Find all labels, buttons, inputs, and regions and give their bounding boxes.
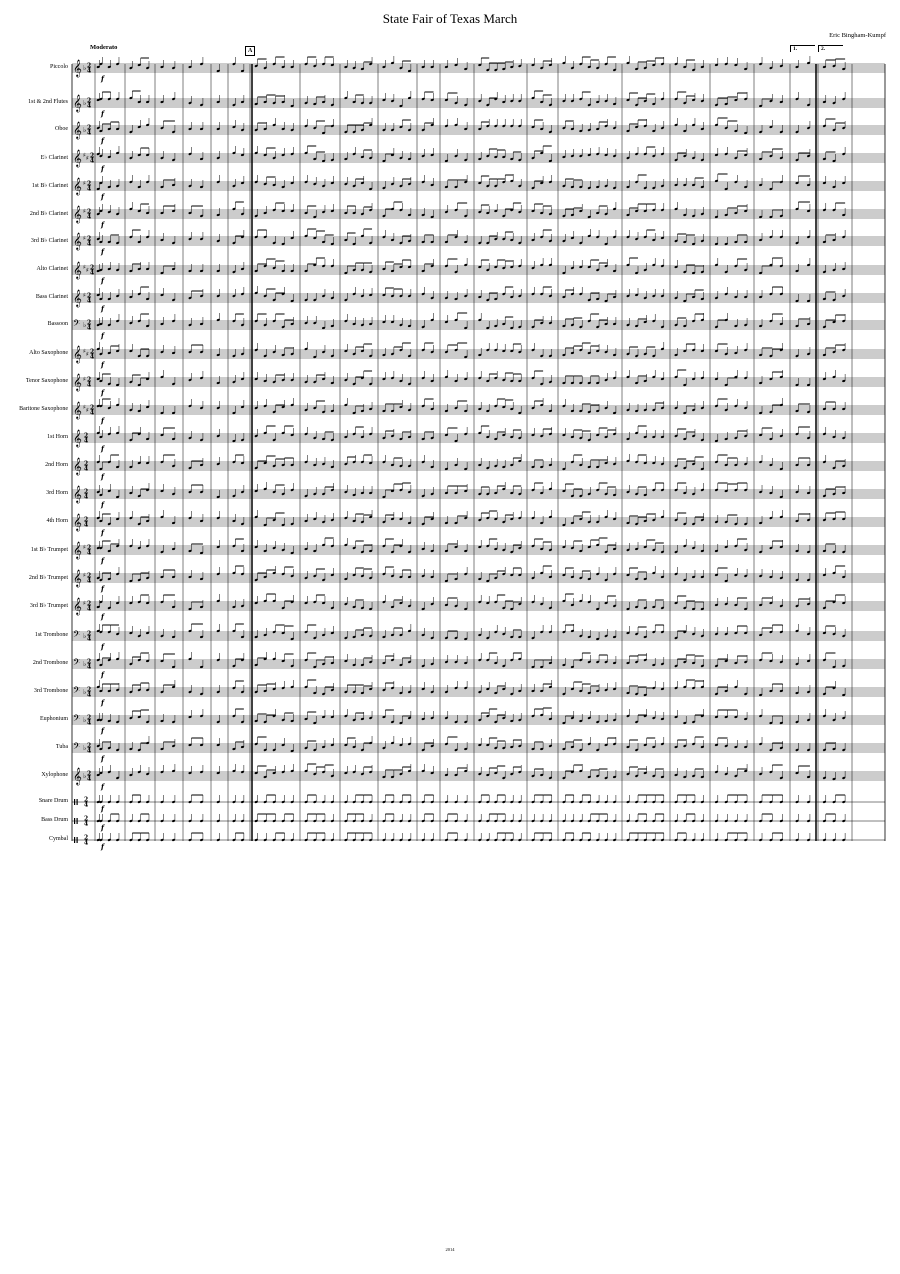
staff	[72, 624, 885, 651]
time-signature-bottom: 4	[87, 381, 92, 389]
second-ending-bracket: 2.	[818, 45, 843, 52]
treble-clef: 𝄞	[73, 541, 82, 559]
key-signature-sharp: ♯	[83, 544, 86, 551]
percussion-clef	[74, 818, 75, 824]
staff	[72, 510, 885, 537]
bass-clef: 𝄢	[73, 318, 81, 331]
staff	[72, 174, 885, 201]
treble-clef: 𝄞	[73, 149, 82, 167]
staff	[72, 594, 885, 621]
bass-clef: 𝄢	[73, 629, 81, 642]
key-signature-sharp: ♯	[83, 572, 86, 579]
staff	[72, 652, 885, 679]
time-signature-top: 2	[90, 404, 95, 412]
treble-clef: 𝄞	[73, 289, 82, 307]
percussion-clef	[77, 799, 78, 805]
key-signature-sharp: ♯	[83, 264, 86, 271]
key-signature-flat: ♭	[83, 632, 87, 640]
time-signature-top: 2	[87, 208, 92, 216]
time-signature-top: 2	[87, 235, 92, 243]
key-signature-sharp: ♯	[83, 235, 86, 242]
staff	[72, 56, 885, 83]
key-signature-flat: ♭	[83, 660, 87, 668]
key-signature-sharp: ♯	[86, 155, 89, 162]
time-signature-top: 2	[90, 152, 95, 160]
key-signature-flat: ♭	[83, 64, 87, 72]
time-signature-bottom: 4	[87, 747, 92, 755]
time-signature-bottom: 4	[87, 67, 92, 75]
key-signature-sharp: ♯	[83, 180, 86, 187]
staff	[72, 202, 885, 229]
time-signature-bottom: 4	[87, 297, 92, 305]
time-signature-bottom: 4	[84, 801, 89, 809]
staff	[72, 736, 885, 763]
time-signature-top: 2	[84, 488, 89, 496]
staff	[72, 313, 885, 340]
time-signature-bottom: 4	[84, 493, 89, 501]
staff	[72, 398, 885, 425]
staff	[72, 482, 885, 509]
time-signature-top: 2	[87, 376, 92, 384]
time-signature-bottom: 4	[87, 185, 92, 193]
time-signature-top: 2	[87, 292, 92, 300]
dynamic-forte: f	[101, 782, 105, 791]
treble-clef: 𝄞	[73, 205, 82, 223]
time-signature-top: 2	[84, 815, 89, 823]
time-signature-top: 2	[84, 796, 89, 804]
staff	[72, 258, 885, 285]
time-signature-bottom: 4	[87, 324, 92, 332]
staff	[72, 795, 885, 813]
key-signature-sharp: ♯	[83, 152, 86, 159]
staff	[72, 454, 885, 481]
treble-clef: 𝄞	[73, 121, 82, 139]
time-signature-bottom: 4	[87, 129, 92, 137]
treble-clef: 𝄞	[73, 569, 82, 587]
dynamic-forte: f	[101, 698, 105, 707]
staff	[72, 708, 885, 735]
treble-clef: 𝄞	[73, 457, 82, 475]
treble-clef: 𝄞	[73, 373, 82, 391]
dynamic-forte: f	[101, 612, 105, 621]
time-signature-bottom: 4	[90, 157, 95, 165]
time-signature-top: 2	[87, 544, 92, 552]
staff	[72, 426, 885, 453]
dynamic-forte: f	[101, 109, 105, 118]
key-signature-sharp: ♯	[86, 351, 89, 358]
time-signature-top: 2	[87, 630, 92, 638]
staff	[72, 370, 885, 397]
dynamic-forte: f	[101, 444, 105, 453]
time-signature-bottom: 4	[90, 409, 95, 417]
dynamic-forte: f	[101, 360, 105, 369]
dynamic-forte: f	[101, 670, 105, 679]
key-signature-sharp: ♯	[86, 267, 89, 274]
time-signature-bottom: 4	[87, 691, 92, 699]
time-signature-bottom: 4	[87, 605, 92, 613]
time-signature-top: 2	[84, 516, 89, 524]
treble-clef: 𝄞	[73, 261, 82, 279]
key-signature-flat: ♭	[83, 321, 87, 329]
tempo-marking: Moderato	[90, 44, 118, 51]
time-signature-top: 2	[87, 124, 92, 132]
time-signature-top: 2	[87, 714, 92, 722]
key-signature-flat: ♭	[83, 99, 87, 107]
staff	[72, 538, 885, 565]
time-signature-bottom: 4	[84, 820, 89, 828]
time-signature-bottom: 4	[84, 465, 89, 473]
staff	[72, 229, 885, 256]
time-signature-bottom: 4	[87, 213, 92, 221]
bass-clef: 𝄢	[73, 741, 81, 754]
dynamic-forte: f	[101, 804, 105, 813]
treble-clef: 𝄞	[73, 513, 82, 531]
time-signature-top: 2	[87, 319, 92, 327]
time-signature-bottom: 4	[87, 102, 92, 110]
dynamic-forte: f	[101, 416, 105, 425]
treble-clef: 𝄞	[73, 767, 82, 785]
dynamic-forte: f	[101, 556, 105, 565]
dynamic-forte: f	[101, 726, 105, 735]
dynamic-forte: f	[101, 331, 105, 340]
dynamic-forte: f	[101, 823, 105, 832]
staff	[72, 566, 885, 593]
time-signature-top: 2	[87, 742, 92, 750]
key-signature-flat: ♭	[83, 716, 87, 724]
key-signature-flat: ♭	[83, 772, 87, 780]
staff	[72, 680, 885, 707]
key-signature-sharp: ♯	[83, 376, 86, 383]
key-signature-sharp: ♯	[86, 407, 89, 414]
dynamic-forte: f	[101, 304, 105, 313]
treble-clef: 𝄞	[73, 232, 82, 250]
staff	[72, 91, 885, 118]
time-signature-top: 2	[90, 348, 95, 356]
time-signature-bottom: 4	[84, 521, 89, 529]
dynamic-forte: f	[101, 500, 105, 509]
treble-clef: 𝄞	[73, 429, 82, 447]
time-signature-bottom: 4	[90, 269, 95, 277]
time-signature-bottom: 4	[87, 719, 92, 727]
treble-clef: 𝄞	[73, 597, 82, 615]
time-signature-bottom: 4	[90, 353, 95, 361]
dynamic-forte: f	[101, 74, 105, 83]
staff	[72, 286, 885, 313]
key-signature-sharp: ♯	[83, 404, 86, 411]
staff	[72, 814, 885, 832]
time-signature-bottom: 4	[87, 775, 92, 783]
time-signature-bottom: 4	[87, 549, 92, 557]
key-signature-flat: ♭	[83, 126, 87, 134]
treble-clef: 𝄞	[73, 401, 82, 419]
time-signature-bottom: 4	[87, 663, 92, 671]
time-signature-top: 2	[87, 600, 92, 608]
dynamic-forte: f	[101, 220, 105, 229]
key-signature-sharp: ♯	[83, 208, 86, 215]
time-signature-bottom: 4	[87, 577, 92, 585]
dynamic-forte: f	[101, 642, 105, 651]
bass-clef: 𝄢	[73, 657, 81, 670]
treble-clef: 𝄞	[73, 485, 82, 503]
time-signature-top: 2	[87, 658, 92, 666]
composer-credit: Eric Bingham-Kumpf	[829, 32, 886, 39]
dynamic-forte: f	[101, 136, 105, 145]
time-signature-bottom: 4	[84, 437, 89, 445]
rehearsal-mark: A	[245, 46, 255, 56]
key-signature-flat: ♭	[83, 688, 87, 696]
score-title: State Fair of Texas March	[382, 11, 518, 26]
time-signature-top: 2	[87, 97, 92, 105]
time-signature-top: 2	[90, 264, 95, 272]
staff	[72, 764, 885, 791]
treble-clef: 𝄞	[73, 59, 82, 77]
percussion-clef	[77, 818, 78, 824]
dynamic-forte: f	[101, 276, 105, 285]
dynamic-forte: f	[101, 388, 105, 397]
time-signature-top: 2	[87, 62, 92, 70]
time-signature-top: 2	[87, 686, 92, 694]
time-signature-top: 2	[87, 572, 92, 580]
dynamic-forte: f	[101, 192, 105, 201]
key-signature-sharp: ♯	[83, 348, 86, 355]
treble-clef: 𝄞	[73, 345, 82, 363]
time-signature-top: 2	[87, 770, 92, 778]
key-signature-flat: ♭	[83, 744, 87, 752]
percussion-clef	[74, 799, 75, 805]
time-signature-top: 2	[87, 180, 92, 188]
staff	[72, 342, 885, 369]
time-signature-top: 2	[84, 432, 89, 440]
time-signature-top: 2	[84, 460, 89, 468]
dynamic-forte: f	[101, 472, 105, 481]
dynamic-forte: f	[101, 164, 105, 173]
key-signature-sharp: ♯	[83, 600, 86, 607]
bass-clef: 𝄢	[73, 685, 81, 698]
dynamic-forte: f	[101, 528, 105, 537]
key-signature-sharp: ♯	[83, 292, 86, 299]
time-signature-bottom: 4	[87, 240, 92, 248]
first-ending-bracket: 1.	[790, 45, 815, 52]
treble-clef: 𝄞	[73, 94, 82, 112]
staff	[72, 118, 885, 145]
bass-clef: 𝄢	[73, 713, 81, 726]
time-signature-bottom: 4	[87, 635, 92, 643]
dynamic-forte: f	[101, 754, 105, 763]
staff	[72, 146, 885, 173]
dynamic-forte: f	[101, 584, 105, 593]
dynamic-forte: f	[101, 247, 105, 256]
treble-clef: 𝄞	[73, 177, 82, 195]
